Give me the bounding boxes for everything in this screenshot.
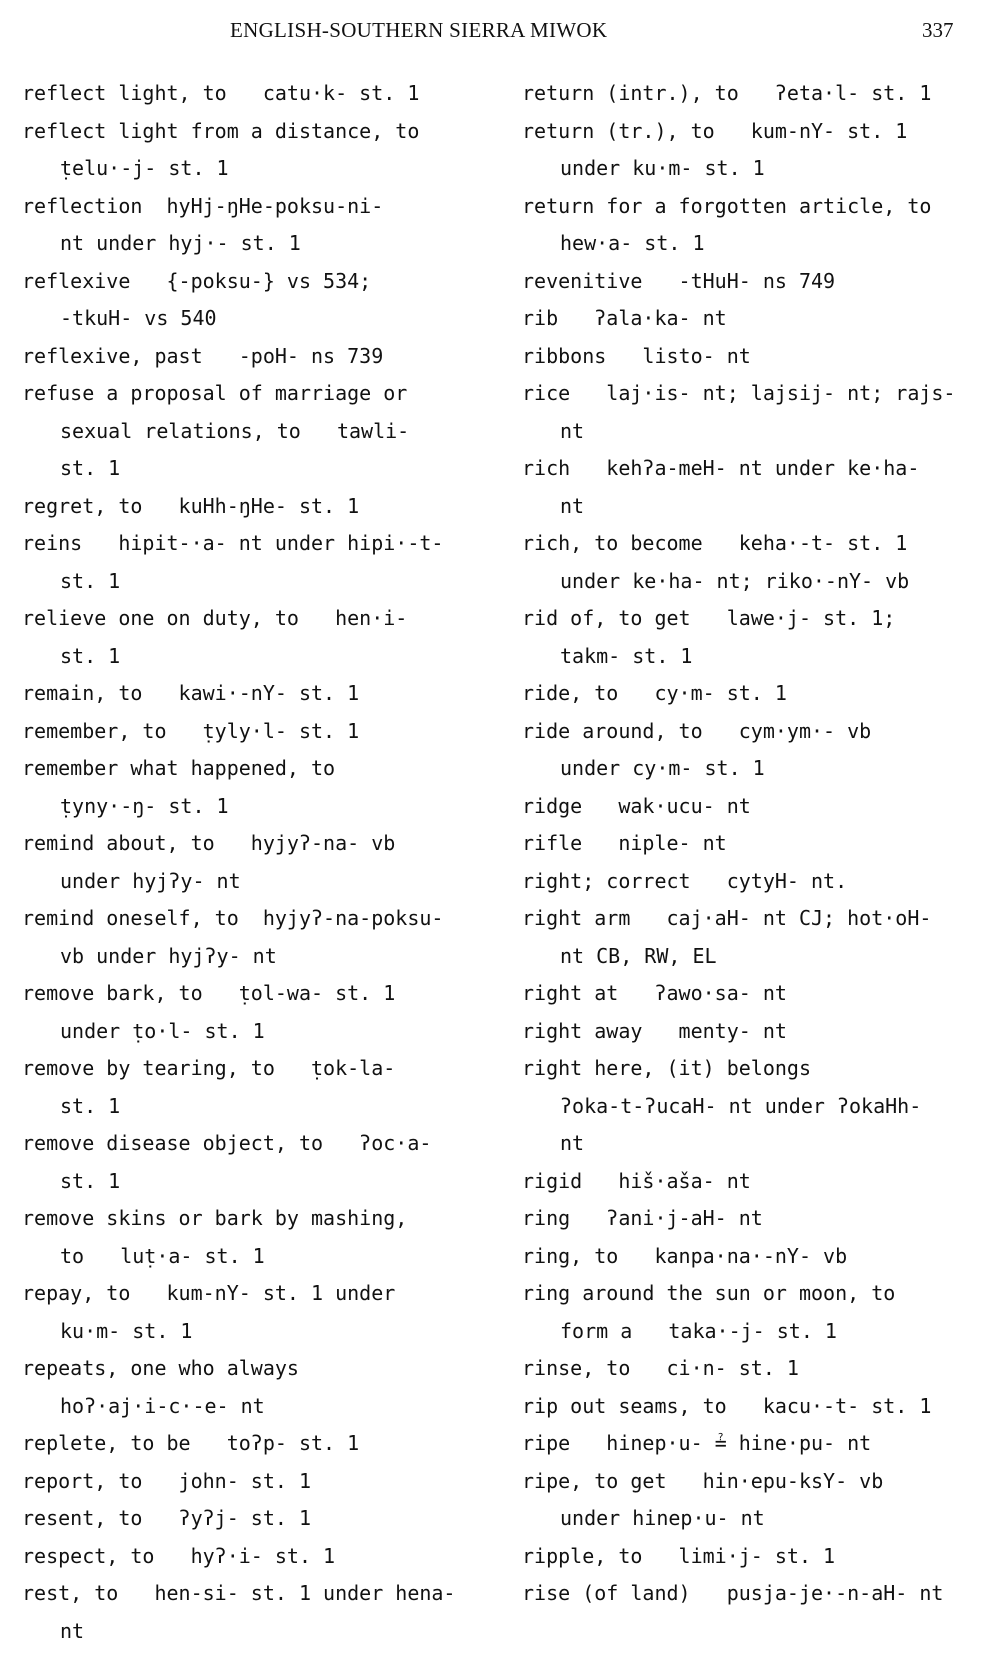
entry-line: right at ʔawo·sa- nt xyxy=(522,981,787,1005)
entry-continuation-line: nt xyxy=(60,1618,85,1643)
entry-continuation-line: nt xyxy=(560,493,585,518)
entry-line: remind about, to hyjyʔ-na- vb xyxy=(22,831,396,855)
page-number: 337 xyxy=(922,18,954,42)
entry-line: remind oneself, to hyjyʔ-na-poksu- xyxy=(22,906,444,930)
entry-line: regret, to kuHh-ŋHe- st. 1 xyxy=(22,493,360,518)
entry-line: reflect light, to catu·k- st. 1 xyxy=(22,81,420,105)
entry-continuation-line: vb under hyjʔy- nt xyxy=(60,943,277,968)
entry-continuation-line: nt under hyj·- st. 1 xyxy=(60,231,301,255)
entry-line: rib ʔala·ka- nt xyxy=(522,306,727,330)
entry-line: remove skins or bark by mashing, xyxy=(22,1206,408,1230)
entry-line: ridge wak·ucu- nt xyxy=(522,793,751,818)
entry-line: remove by tearing, to ṭok-la- xyxy=(22,1056,396,1080)
entry-continuation-line: under ṭo·l- st. 1 xyxy=(60,1018,265,1043)
entry-line: ripe hinep·u- ≟ hine·pu- nt xyxy=(522,1431,872,1455)
entry-line: return (intr.), to ʔeta·l- st. 1 xyxy=(522,81,932,105)
entry-line: ripe, to get hin·epu-ksY- vb xyxy=(522,1468,884,1493)
entry-continuation-line: st. 1 xyxy=(60,643,121,668)
right-column xyxy=(522,75,992,1613)
entry-line: rip out seams, to kacu·-t- st. 1 xyxy=(522,1393,932,1418)
entry-continuation-line: ku·m- st. 1 xyxy=(60,1318,193,1343)
entry-line: rid of, to get lawe·j- st. 1; xyxy=(522,606,896,630)
left-column xyxy=(22,75,490,1650)
entry-continuation-line: sexual relations, to tawli- xyxy=(60,418,410,443)
entry-line: rigid hiš·aša- nt xyxy=(522,1168,751,1193)
entry-continuation-line: nt xyxy=(560,1131,585,1155)
entry-continuation-line: st. 1 xyxy=(60,568,121,593)
entry-line: refuse a proposal of marriage or xyxy=(22,381,408,405)
entry-line: ride, to cy·m- st. 1 xyxy=(522,681,787,705)
entry-continuation-line: under ke·ha- nt; riko·-nY- vb xyxy=(560,568,910,593)
entry-continuation-line: under hinep·u- nt xyxy=(560,1506,765,1530)
entry-continuation-line: form a taka·-j- st. 1 xyxy=(560,1318,837,1343)
entry-line: remove bark, to ṭol-wa- st. 1 xyxy=(22,981,396,1005)
entry-line: right away menty- nt xyxy=(522,1018,787,1043)
entry-continuation-line: ṭyny·-ŋ- st. 1 xyxy=(60,793,229,818)
entry-line: respect, to hyʔ·i- st. 1 xyxy=(22,1543,336,1568)
entry-continuation-line: to luṭ·a- st. 1 xyxy=(60,1243,265,1268)
entry-line: ring around the sun or moon, to xyxy=(522,1281,896,1305)
entry-line: reins hipit-·a- nt under hipi·-t- xyxy=(22,531,444,555)
entry-line: reflect light from a distance, to xyxy=(22,118,420,143)
entry-line: ride around, to cym·ym·- vb xyxy=(522,718,872,743)
entry-continuation-line: under ku·m- st. 1 xyxy=(560,156,765,180)
entry-line: repay, to kum-nY- st. 1 under xyxy=(22,1281,396,1305)
entry-continuation-line: st. 1 xyxy=(60,1168,121,1193)
entry-line: ribbons listo- nt xyxy=(522,343,751,368)
entry-line: ripple, to limi·j- st. 1 xyxy=(522,1543,836,1568)
entry-line: rinse, to ci·n- st. 1 xyxy=(522,1356,799,1380)
entry-line: rifle niple- nt xyxy=(522,831,727,855)
entry-continuation-line: st. 1 xyxy=(60,1093,121,1118)
entry-line: return (tr.), to kum-nY- st. 1 xyxy=(522,118,908,143)
entry-line: return for a forgotten article, to xyxy=(522,193,932,218)
entry-continuation-line: nt CB, RW, EL xyxy=(560,943,717,968)
entry-line: rest, to hen-si- st. 1 under hena- xyxy=(22,1581,456,1605)
entry-line: revenitive -tHuH- ns 749 xyxy=(522,268,836,293)
running-head: ENGLISH-SOUTHERN SIERRA MIWOK xyxy=(230,18,608,42)
entry-line: resent, to ʔyʔj- st. 1 xyxy=(22,1506,311,1530)
entry-line: remember, to ṭyly·l- st. 1 xyxy=(22,718,360,743)
entry-line: remove disease object, to ʔoc·a- xyxy=(22,1131,432,1155)
entry-line: ring ʔani·j-aH- nt xyxy=(522,1206,763,1230)
entry-continuation-line: under cy·m- st. 1 xyxy=(560,756,765,780)
entry-line: right arm caj·aH- nt CJ; hot·oH- xyxy=(522,906,932,930)
entry-line: relieve one on duty, to hen·i- xyxy=(22,606,408,630)
entry-line: report, to john- st. 1 xyxy=(22,1468,311,1493)
entry-line: right; correct cytyH- nt. xyxy=(522,868,848,893)
entry-line: rise (of land) pusja-je·-n-aH- nt xyxy=(522,1581,944,1605)
entry-continuation-line: ṭelu·-j- st. 1 xyxy=(60,156,229,180)
entry-line: reflexive {-poksu-} vs 534; xyxy=(22,268,372,293)
entry-line: rich, to become keha·-t- st. 1 xyxy=(522,531,908,555)
entry-continuation-line: st. 1 xyxy=(60,456,121,480)
entry-continuation-line: nt xyxy=(560,418,585,443)
entry-continuation-line: under hyjʔy- nt xyxy=(60,868,241,893)
entry-continuation-line: ʔoka-t-ʔucaH- nt under ʔokaHh- xyxy=(560,1093,922,1118)
entry-line: repeats, one who always xyxy=(22,1356,299,1380)
entry-line: remember what happened, to xyxy=(22,756,336,780)
entry-continuation-line: -tkuH- vs 540 xyxy=(60,306,217,330)
entry-line: ring, to kanpa·na·-nY- vb xyxy=(522,1243,848,1268)
entry-line: rice laj·is- nt; lajsij- nt; rajs- xyxy=(522,381,956,405)
entry-line: right here, (it) belongs xyxy=(522,1056,811,1080)
entry-continuation-line: takm- st. 1 xyxy=(560,643,693,668)
entry-line: replete, to be toʔp- st. 1 xyxy=(22,1431,360,1455)
entry-line: rich kehʔa-meH- nt under ke·ha- xyxy=(522,456,920,480)
entry-continuation-line: hoʔ·aj·i-c·-e- nt xyxy=(60,1393,265,1418)
entry-line: reflection hyHj-ŋHe-poksu-ni- xyxy=(22,193,384,218)
entry-continuation-line: hew·a- st. 1 xyxy=(560,231,705,255)
entry-line: reflexive, past -poH- ns 739 xyxy=(22,343,384,368)
entry-line: remain, to kawi·-nY- st. 1 xyxy=(22,681,360,705)
